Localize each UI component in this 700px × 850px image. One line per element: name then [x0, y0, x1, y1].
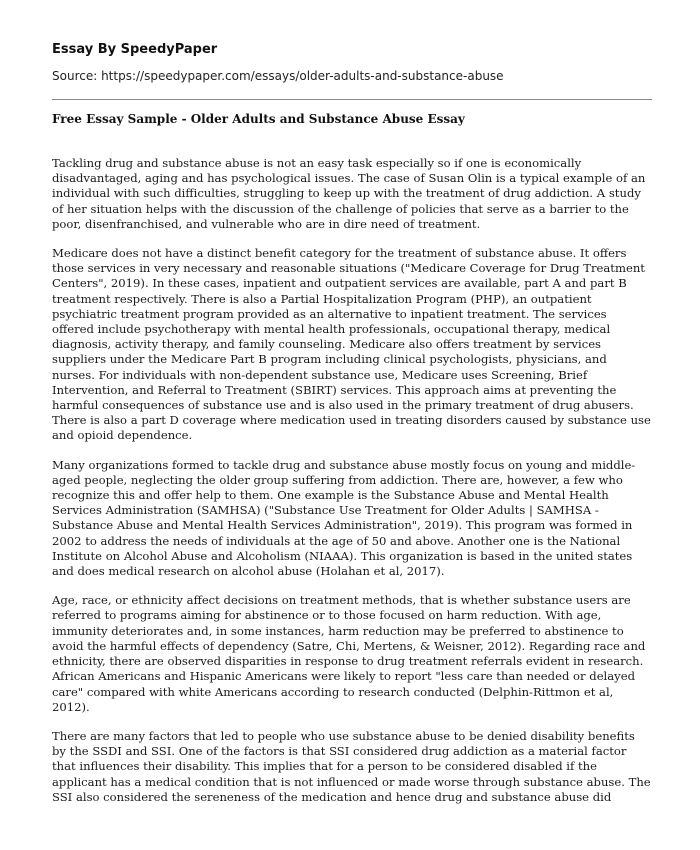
- paragraph: Medicare does not have a distinct benefit category for the treatment of substance abuse. It offers those services in very necessary and reasonable situations ("Medicare Coverage for Drug Treatment Centers", 2019). In these cases, inpatient and outpatient services are available, part A and part B treatment respectively. There is also a Partial Hospitalization Program (PHP), an outpatient psychiatric treatment program provided as an alternative to inpatient treatment. The services offered include psychotherapy with mental health professionals, occupational therapy, medical diagnosis, activity therapy, and family counseling. Medicare also offers treatment by services suppliers under the Medicare Part B program including clinical psychologists, physicians, and nurses. For individuals with non-dependent substance use, Medicare uses Screening, Brief Intervention, and Referral to Treatment (SBIRT) services. This approach aims at preventing the harmful consequences of substance use and is also used in the primary treatment of drug abusers. There is also a part D coverage where medication used in treating disorders caused by substance use and opioid dependence.: [52, 246, 651, 443]
- source-line: Source: https://speedypaper.com/essays/older-adults-and-substance-abuse: [52, 69, 504, 83]
- paragraph: Age, race, or ethnicity affect decisions on treatment methods, that is whether substance users are referred to programs aiming for abstinence or to those focused on harm reduction. With age, immunity deteriorates and, in some instances, harm reduction may be preferred to abstinence to avoid the harmful effects of dependency (Satre, Chi, Mertens, & Weisner, 2012). Regarding race and ethnicity, there are observed disparities in response to drug treatment referrals evident in research. African Americans and Hispanic Americans were likely to report "less care than needed or delayed care" compared with white Americans according to research conducted (Delphin-Rittmon et al, 2012).: [52, 593, 646, 714]
- paragraph: Many organizations formed to tackle drug and substance abuse mostly focus on young and middle-aged people, neglecting the older group suffering from addiction. There are, however, a few who recognize this and offer help to them. One example is the Substance Abuse and Mental Health Services Administration (SAMHSA) ("Substance Use Treatment for Older Adults | SAMHSA - Substance Abuse and Mental Health Services Administration", 2019). This program was formed in 2002 to address the needs of individuals at the age of 50 and above. Another one is the National Institute on Alcohol Abuse and Alcoholism (NIAAA). This organization is based in the united states and does medical research on alcohol abuse (Holahan et al, 2017).: [52, 457, 636, 579]
- paragraph: Tackling drug and substance abuse is not an easy task especially so if one is economically disadvantaged, aging and has psychological issues. The case of Susan Olin is a typical example of an individual with such difficulties, struggling to keep up with the treatment of drug addiction. A study of her situation helps with the discussion of the challenge of policies that serve as a barrier to the poor, disenfranchised, and vulnerable who are in dire need of treatment.: [52, 156, 646, 231]
- header-title: Essay By SpeedyPaper: [52, 42, 218, 57]
- paragraph: There are many factors that led to people who use substance abuse to be denied disability benefits by the SSDI and SSI. One of the factors is that SSI considered drug addiction as a material factor that influences their disability. This implies that for a person to be considered disabled if the applicant has a medical condition that is not influenced or made worse through substance abuse. The SSI also considered the sereneness of the medication and hence drug and substance abuse did: [52, 728, 651, 804]
- essay-body: [52, 156, 652, 836]
- divider: [52, 99, 652, 100]
- essay-title: Free Essay Sample - Older Adults and Substance Abuse Essay: [52, 112, 465, 126]
